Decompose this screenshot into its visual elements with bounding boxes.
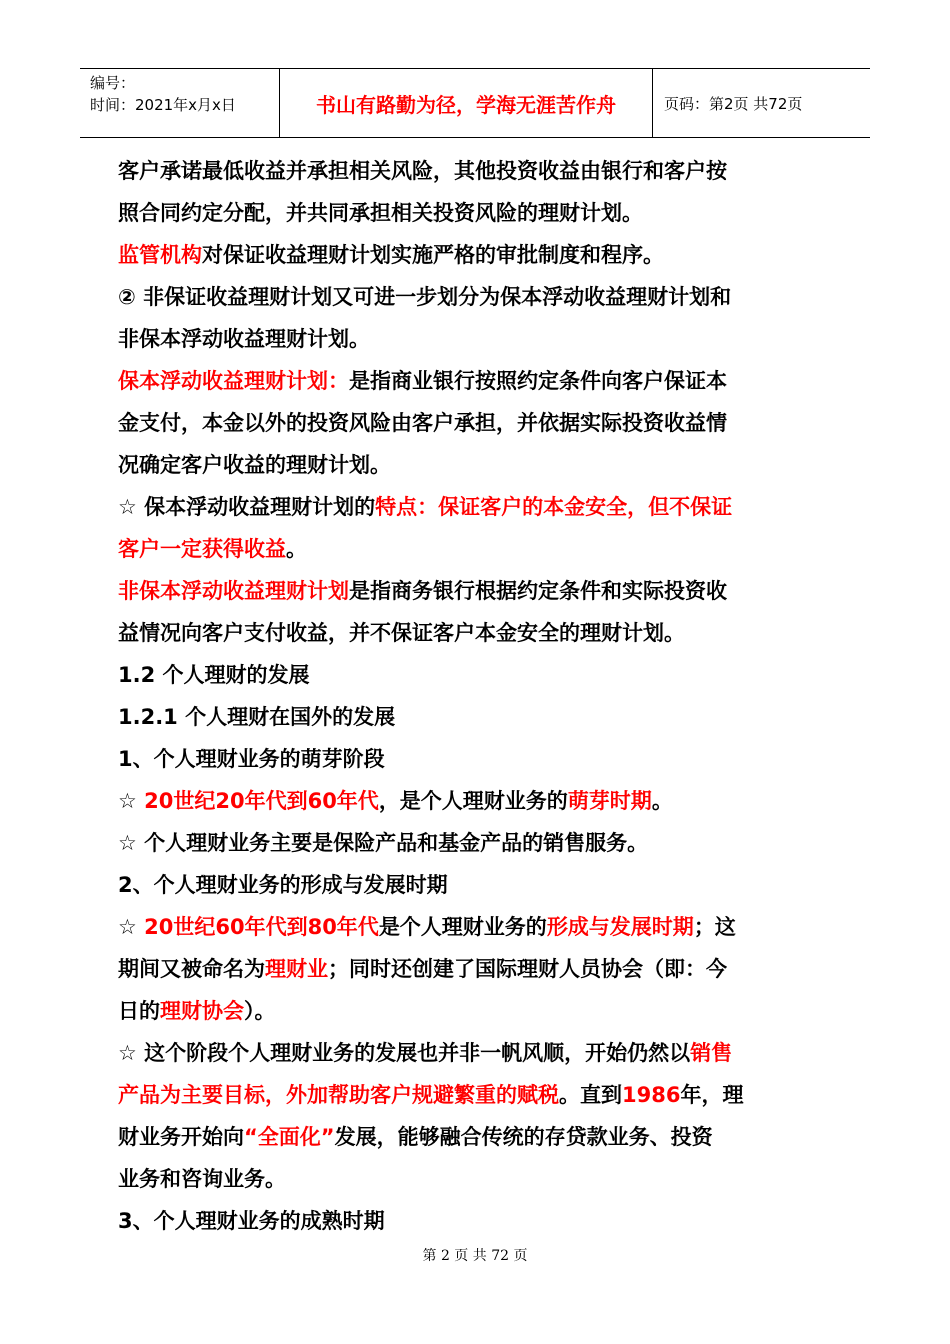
body-text: 。 — [651, 789, 673, 813]
body-text: ，是个人理财业务的 — [378, 789, 568, 813]
text-line — [118, 402, 828, 444]
text-line — [118, 1116, 828, 1158]
text-line — [118, 570, 828, 612]
body-text: 客户承诺最低收益并承担相关风险，其他投资收益由银行和客户按 — [118, 159, 727, 183]
body-text: 1、个人理财业务的萌芽阶段 — [118, 747, 385, 771]
body-text: 财业务开始向 — [118, 1125, 244, 1149]
body-text: 照合同约定分配，并共同承担相关投资风险的理财计划。 — [118, 201, 643, 225]
page-header — [80, 68, 870, 138]
body-text: 况确定客户收益的理财计划。 — [118, 453, 391, 477]
body-text: 发展，能够融合传统的存贷款业务、投资 — [334, 1125, 713, 1149]
header-page-info: 页码：第2页 共72页 — [664, 94, 803, 113]
highlight-text: 萌芽时期 — [567, 789, 652, 813]
text-line — [118, 612, 828, 654]
section-heading — [118, 654, 828, 696]
body-text: 。直到 — [559, 1083, 622, 1107]
body-text: 益情况向客户支付收益，并不保证客户本金安全的理财计划。 — [118, 621, 685, 645]
header-meta — [80, 69, 280, 137]
section-heading — [118, 1200, 828, 1242]
document-body — [118, 150, 828, 1242]
text-line — [118, 276, 828, 318]
body-text: 对保证收益理财计划实施严格的审批制度和程序。 — [202, 243, 664, 267]
body-text: ☆ — [118, 789, 145, 813]
highlight-text: 特点：保证客户的本金安全，但不保证 — [375, 495, 733, 519]
text-line — [118, 780, 828, 822]
text-line — [118, 528, 828, 570]
text-line — [118, 444, 828, 486]
body-text: 年，理 — [680, 1083, 744, 1107]
highlight-text: 非保本浮动收益理财计划 — [118, 579, 349, 603]
section-heading — [118, 738, 828, 780]
body-text: 1.2 个人理财的发展 — [118, 663, 310, 687]
text-line — [118, 150, 828, 192]
body-text: ；这 — [693, 915, 736, 939]
body-text: 是指商务银行根据约定条件和实际投资收 — [349, 579, 727, 603]
body-text: ☆ 个人理财业务主要是保险产品和基金产品的销售服务。 — [118, 831, 649, 855]
body-text: ☆ 保本浮动收益理财计划的 — [118, 495, 376, 519]
text-line — [118, 1074, 828, 1116]
highlight-text: 产品为主要目标，外加帮助客户规避繁重的赋税 — [118, 1083, 559, 1107]
body-text: 业务和咨询业务。 — [118, 1167, 286, 1191]
highlight-text: 监管机构 — [118, 243, 202, 267]
highlight-text: 20世纪20年代到60年代 — [144, 789, 379, 813]
body-text: ☆ 这个阶段个人理财业务的发展也并非一帆风顺，开始仍然以 — [118, 1041, 691, 1065]
body-text: 。 — [286, 537, 307, 561]
text-line — [118, 822, 828, 864]
body-text: ；同时还创建了国际理财人员协会（即：今 — [328, 957, 727, 981]
text-line — [118, 486, 828, 528]
section-heading — [118, 864, 828, 906]
text-line — [118, 990, 828, 1032]
body-text: 3、个人理财业务的成熟时期 — [118, 1209, 385, 1233]
text-line — [118, 234, 828, 276]
body-text: 期间又被命名为 — [118, 957, 265, 981]
body-text: 金支付，本金以外的投资风险由客户承担，并依据实际投资收益情 — [118, 411, 727, 435]
text-line — [118, 318, 828, 360]
body-text: 1.2.1 个人理财在国外的发展 — [118, 705, 396, 729]
section-heading — [118, 696, 828, 738]
body-text: 非保本浮动收益理财计划。 — [118, 327, 370, 351]
body-text: 2、个人理财业务的形成与发展时期 — [118, 873, 448, 897]
highlight-text: 理财协会 — [160, 999, 244, 1023]
body-text: ② 非保证收益理财计划又可进一步划分为保本浮动收益理财计划和 — [118, 285, 732, 309]
highlight-text: 理财业 — [265, 957, 328, 981]
document-number-label: 编号： — [90, 74, 136, 92]
highlight-text: 20世纪60年代到80年代 — [144, 915, 379, 939]
body-text: ）。 — [244, 999, 276, 1023]
header-motto: 书山有路勤为径，学海无涯苦作舟 — [280, 69, 653, 137]
text-line — [118, 1032, 828, 1074]
highlight-text: 1986 — [622, 1083, 681, 1107]
text-line — [118, 906, 828, 948]
highlight-text: 形成与发展时期 — [546, 915, 694, 939]
body-text: 是个人理财业务的 — [378, 915, 547, 939]
text-line — [118, 360, 828, 402]
text-line — [118, 948, 828, 990]
text-line — [118, 192, 828, 234]
highlight-text: 保本浮动收益理财计划： — [118, 369, 349, 393]
body-text: 日的 — [118, 999, 160, 1023]
page-footer: 第 2 页 共 72 页 — [422, 1248, 528, 1264]
highlight-text: 客户一定获得收益 — [118, 537, 286, 561]
highlight-text: “全面化” — [244, 1125, 335, 1149]
highlight-text: 销售 — [690, 1041, 733, 1065]
text-line — [118, 1158, 828, 1200]
body-text: 是指商业银行按照约定条件向客户保证本 — [349, 369, 727, 393]
document-time-label: 时间：2021年x月x日 — [90, 96, 236, 114]
body-text: ☆ — [118, 915, 145, 939]
